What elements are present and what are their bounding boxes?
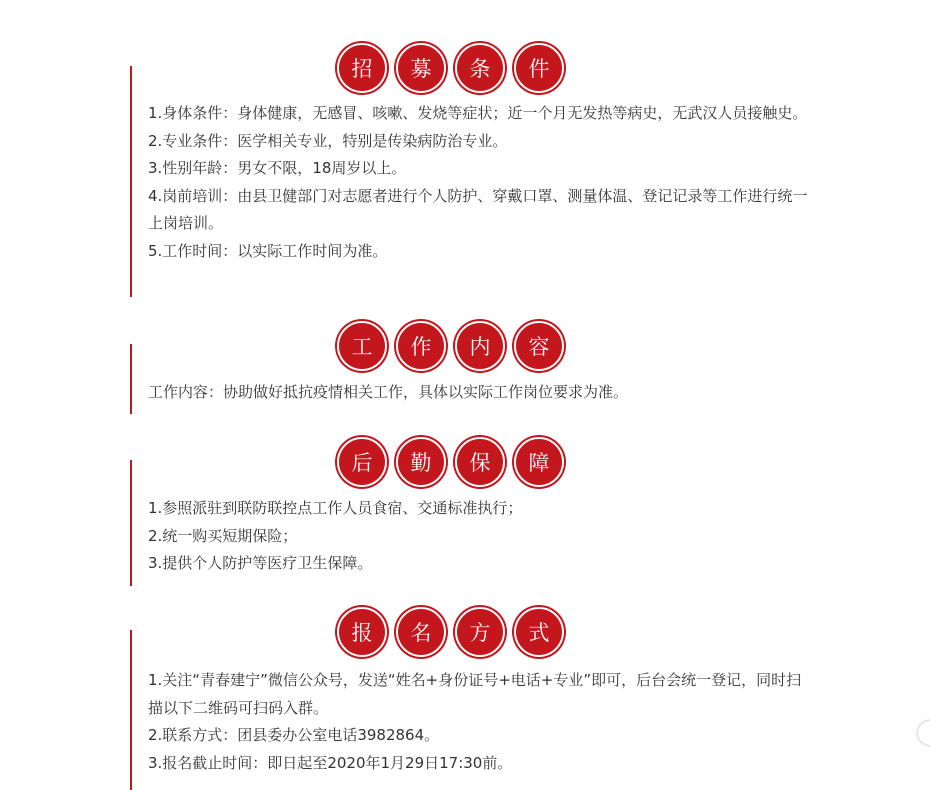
body-line: 3.报名截止时间：即日起至2020年1月29日17:30前。 [148,753,513,772]
title-badge: 内 [455,321,505,371]
section-title-badges [337,607,564,657]
floating-action-icon[interactable] [918,721,930,745]
body-line: 1.身体条件：身体健康，无感冒、咳嗽、发烧等症状；近一个月无发热等病史，无武汉人员接触史。 [148,104,808,122]
title-badge: 容 [514,321,564,371]
section-divider-line [130,344,132,414]
section-body [148,495,810,578]
section-body [148,667,810,777]
body-line: 1.关注“青春建宁”微信公众号，发送“姓名+身份证号+电话+专业”即可，后台会统一登记，同时扫描以下二维码可扫码入群。 [148,671,802,717]
section-body [148,100,810,265]
title-badge: 报 [337,607,387,657]
body-line: 工作内容：协助做好抵抗疫情相关工作，具体以实际工作岗位要求为准。 [148,383,629,401]
section-body [148,379,810,407]
body-line: 2.联系方式：团县委办公室电话3982864。 [148,726,440,744]
title-badge: 条 [455,43,505,93]
section-title-badges [337,321,564,371]
body-line: 3.提供个人防护等医疗卫生保障。 [148,554,373,572]
body-line: 3.性别年龄：男女不限，18周岁以上。 [148,159,407,177]
body-line: 2.统一购买短期保险； [148,526,298,545]
title-badge: 招 [337,43,387,93]
title-badge: 后 [337,437,387,487]
title-badge: 式 [514,607,564,657]
section-title-badges [337,437,564,487]
section-divider-line [130,66,132,297]
section-divider-line [130,460,132,586]
title-badge: 名 [396,607,446,657]
body-line: 5.工作时间：以实际工作时间为准。 [148,241,388,260]
body-line: 4.岗前培训：由县卫健部门对志愿者进行个人防护、穿戴口罩、测量体温、登记记录等工作进行统一上岗培训。 [148,186,808,232]
title-badge: 障 [514,437,564,487]
body-line: 1.参照派驻到联防联控点工作人员食宿、交通标准执行； [148,499,523,517]
title-badge: 方 [455,607,505,657]
title-badge: 募 [396,43,446,93]
title-badge: 勤 [396,437,446,487]
body-line: 2.专业条件：医学相关专业，特别是传染病防治专业。 [148,131,508,150]
section-title-badges [337,43,564,93]
title-badge: 作 [396,321,446,371]
section-divider-line [130,630,132,790]
title-badge: 保 [455,437,505,487]
title-badge: 工 [337,321,387,371]
title-badge: 件 [514,43,564,93]
